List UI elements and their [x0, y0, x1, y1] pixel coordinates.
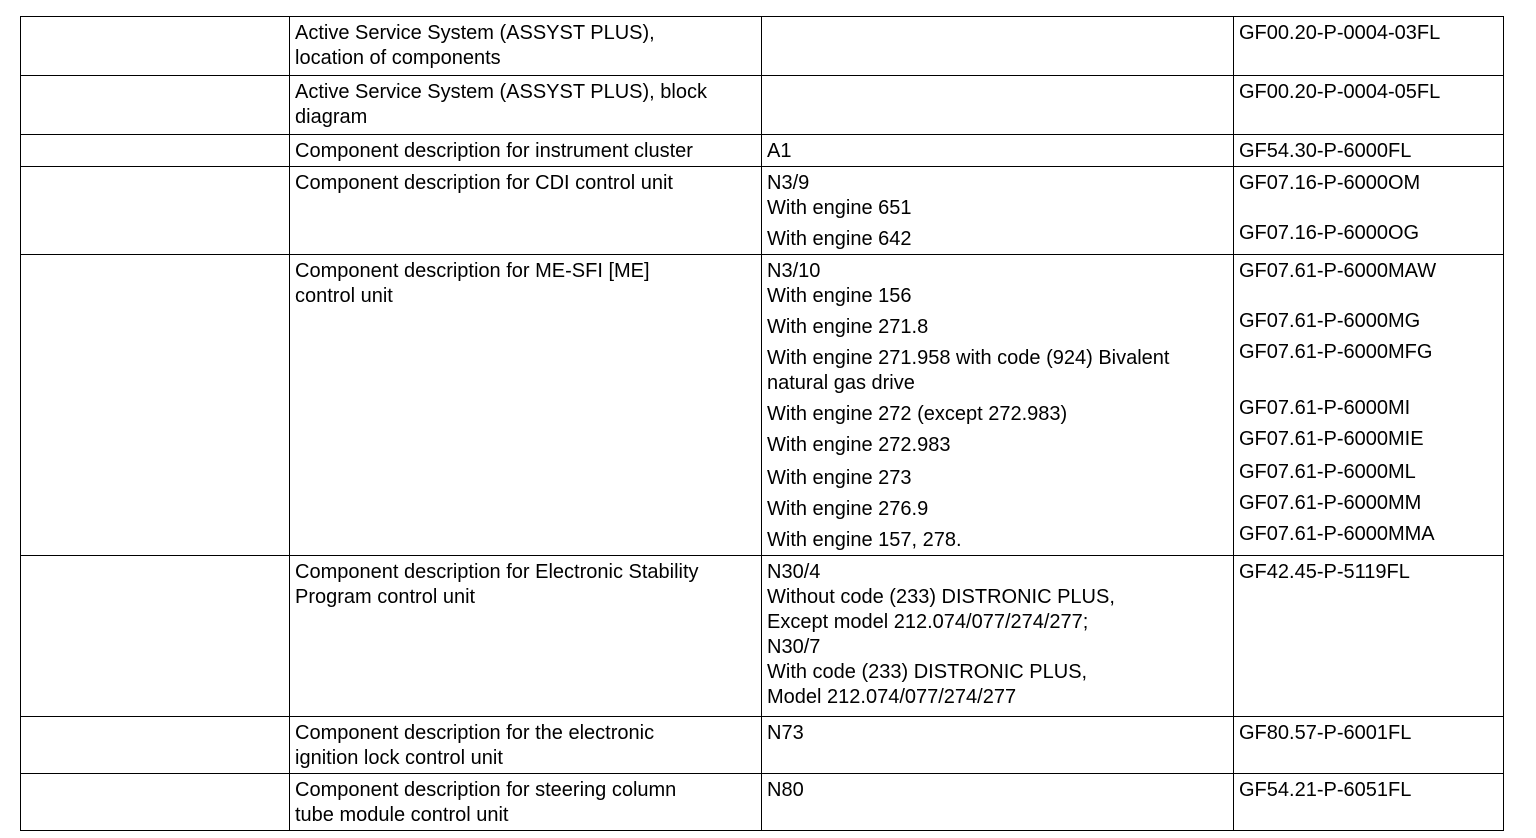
- blank-cell: [21, 167, 290, 255]
- document-link[interactable]: GF00.20-P-0004-03FL: [1239, 22, 1441, 44]
- document-link[interactable]: GF07.16-P-6000OM: [1239, 172, 1421, 194]
- document-cell: [1234, 717, 1504, 774]
- table-row: [21, 76, 1504, 135]
- document-link[interactable]: GF07.61-P-6000MI: [1239, 397, 1411, 419]
- blank-cell: [21, 774, 290, 831]
- document-cell: [1234, 167, 1504, 255]
- description-cell: Active Service System (ASSYST PLUS), block diagram: [290, 76, 762, 135]
- document-link[interactable]: GF07.61-P-6000ML: [1239, 461, 1416, 483]
- document-link[interactable]: GF07.61-P-6000MAW: [1239, 260, 1437, 282]
- document-link[interactable]: GF07.61-P-6000MM: [1239, 492, 1422, 514]
- description-cell: Component description for ME-SFI [ME] control unit: [290, 255, 762, 556]
- table-row: [21, 17, 1504, 76]
- document-link[interactable]: GF42.45-P-5119FL: [1239, 561, 1410, 583]
- document-link[interactable]: GF07.61-P-6000MMA: [1239, 523, 1435, 545]
- document-link[interactable]: GF07.61-P-6000MG: [1239, 310, 1421, 332]
- document-cell: [1234, 76, 1504, 135]
- code-cell: N80: [762, 774, 1234, 831]
- document-cell: [1234, 556, 1504, 717]
- table-row: [21, 774, 1504, 831]
- component-reference-table: [20, 16, 1504, 831]
- code-cell: N30/4 Without code (233) DISTRONIC PLUS, Except model 212.074/077/274/277; N30/7 With code (233) DISTRONIC PLUS, Model 212.074/077/274/277: [762, 556, 1234, 717]
- blank-cell: [21, 717, 290, 774]
- document-cell: [1234, 135, 1504, 167]
- description-cell: Component description for instrument cluster: [290, 135, 762, 167]
- code-cell: N3/9 With engine 651 With engine 642: [762, 167, 1234, 255]
- description-cell: Component description for the electronic ignition lock control unit: [290, 717, 762, 774]
- code-cell: N73: [762, 717, 1234, 774]
- document-link[interactable]: GF07.61-P-6000MFG: [1239, 341, 1433, 363]
- blank-cell: [21, 556, 290, 717]
- description-cell: Component description for steering column tube module control unit: [290, 774, 762, 831]
- description-cell: Active Service System (ASSYST PLUS), location of components: [290, 17, 762, 76]
- table-row: [21, 167, 1504, 255]
- table-row: [21, 717, 1504, 774]
- document-cell: [1234, 255, 1504, 556]
- blank-cell: [21, 255, 290, 556]
- code-cell: [762, 76, 1234, 135]
- table-row: [21, 556, 1504, 717]
- document-link[interactable]: GF00.20-P-0004-05FL: [1239, 81, 1441, 103]
- code-cell: A1: [762, 135, 1234, 167]
- document-cell: [1234, 774, 1504, 831]
- blank-cell: [21, 17, 290, 76]
- code-cell: [762, 17, 1234, 76]
- description-cell: Component description for CDI control unit: [290, 167, 762, 255]
- document-link[interactable]: GF54.30-P-6000FL: [1239, 140, 1412, 162]
- blank-cell: [21, 135, 290, 167]
- blank-cell: [21, 76, 290, 135]
- code-cell: N3/10 With engine 156 With engine 271.8 With engine 271.958 with code (924) Bivalent natural gas drive With engine 272 (except 272.983) With engine 272.983 With engine 273 With engine 276.9 With engine 157, 278.: [762, 255, 1234, 556]
- document-link[interactable]: GF07.61-P-6000MIE: [1239, 428, 1424, 450]
- document-cell: [1234, 17, 1504, 76]
- document-link[interactable]: GF07.16-P-6000OG: [1239, 222, 1420, 244]
- table-row: [21, 135, 1504, 167]
- document-link[interactable]: GF80.57-P-6001FL: [1239, 722, 1412, 744]
- description-cell: Component description for Electronic Stability Program control unit: [290, 556, 762, 717]
- document-link[interactable]: GF54.21-P-6051FL: [1239, 779, 1412, 801]
- table-row: [21, 255, 1504, 556]
